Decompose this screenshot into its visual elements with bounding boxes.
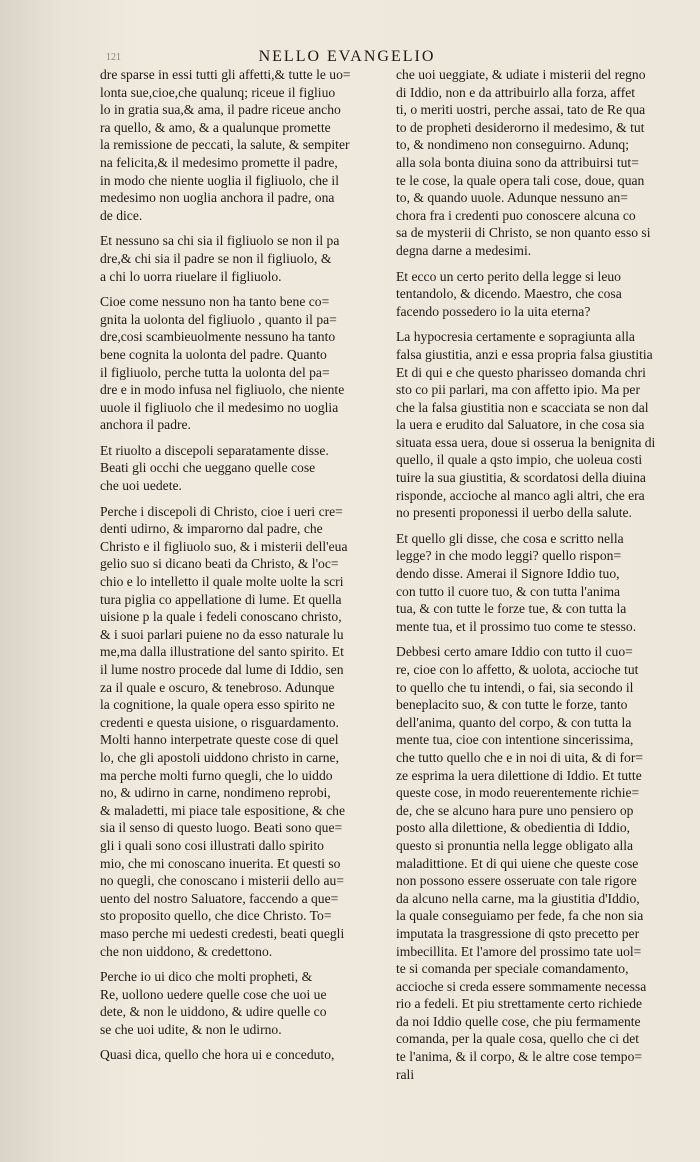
text-line: to, & quando uuole. Adunque nessuno an= [396, 190, 628, 206]
text-line: la uera e erudito dal Saluatore, in che cosa sia [396, 417, 645, 433]
text-columns [100, 66, 682, 1083]
text-line: Perche io ui dico che molti propheti, & [100, 969, 313, 985]
text-line: za il quale e oscuro, & tenebroso. Adunque [100, 679, 335, 695]
text-line: mio, che mi conoscano inuerita. Et questi so [100, 855, 341, 871]
text-line: lonta sue,cioe,che qualunq; riceue il figliuo [100, 84, 336, 100]
text-line: no quegli, che conoscano i misterii dello au= [100, 873, 344, 889]
paragraph [100, 968, 384, 1038]
paragraph [396, 66, 680, 260]
text-line: falsa giustitia, anzi e essa propria falsa giustitia [396, 346, 653, 362]
text-line: ze esprima la uera dilettione di Iddio. Et tutte [396, 767, 642, 783]
text-line: facendo possedero io la uita eterna? [396, 303, 591, 319]
text-line: imputata la trasgressione di qsto precetto per [396, 925, 640, 941]
text-line: dre,& chi sia il padre se non il figliuolo, & [100, 250, 332, 266]
text-line: non possono essere osseruate con tale rigore [396, 873, 637, 889]
paragraph [100, 1046, 384, 1064]
text-line: me,ma dalla illustratione del santo spirito. Et [100, 644, 344, 660]
text-line: gelio suo si dicano beati da Christo, & l'oc= [100, 556, 339, 572]
text-line: te si comanda per speciale comandamento, [396, 961, 629, 977]
text-line: de dice. [100, 207, 143, 223]
left-column [100, 66, 384, 1083]
right-column [396, 66, 680, 1083]
running-head: NELLO EVANGELIO [258, 48, 436, 65]
text-line: chio e lo intelletto il quale molte uolte la scri [100, 574, 344, 590]
text-line: Cioe come nessuno non ha tanto bene co= [100, 294, 330, 310]
paragraph [396, 328, 680, 522]
text-line: situata essa uera, doue si osserua la benignita di [396, 434, 656, 450]
text-line: di Iddio, non e da attribuirlo alla forza, affet [396, 84, 636, 100]
text-line: to quello che tu intendi, o fai, sia secondo il [396, 679, 634, 695]
text-line: denti udirno, & imparorno dal padre, che [100, 521, 323, 537]
text-line: il figliuolo, perche tutta la uolonta del pa= [100, 364, 330, 380]
text-line: beneplacito suo, & con tutte le forze, tanto [396, 697, 628, 713]
text-line: Molti hanno interpetrate queste cose di quel [100, 732, 339, 748]
text-line: questo si pronuntia nella legge obligato alla [396, 837, 634, 853]
text-line: Et quello gli disse, che cosa e scritto nella [396, 530, 624, 546]
text-line: Et riuolto a discepoli separatamente disse. [100, 442, 329, 458]
text-line: tura piglia co appellatione di lume. Et quella [100, 591, 342, 607]
text-line: Quasi dica, quello che hora ui e conceduto, [100, 1047, 335, 1063]
text-line: medesimo non uoglia anchora il padre, ona [100, 190, 335, 206]
paragraph [100, 293, 384, 434]
text-line: Beati gli occhi che ueggano quelle cose [100, 460, 316, 476]
text-line: maso perche mi uedesti credesti, beati quegli [100, 925, 345, 941]
text-line: no presenti proponessi il uerbo della salute. [396, 505, 632, 521]
page-number: 121 [106, 52, 121, 63]
text-line: quello, il quale a qsto impio, che uoleua costi [396, 452, 643, 468]
text-line: dre e in modo infusa nel figliuolo, che niente [100, 382, 345, 398]
text-line: accioche si creda essere sommamente necessa [396, 978, 647, 994]
text-line: alla sola bonta diuina sono da attribuirsi tut= [396, 154, 639, 170]
text-line: anchora il padre. [100, 417, 191, 433]
text-line: dendo disse. Amerai il Signore Iddio tuo, [396, 566, 620, 582]
text-line: tuire la sua giustitia, & scordatosi della diuina [396, 470, 646, 486]
text-line: se che uoi udite, & non le udirno. [100, 1021, 282, 1037]
text-line: Et nessuno sa chi sia il figliuolo se non il pa [100, 233, 340, 249]
text-line: comanda, per la quale cosa, quello che ci det [396, 1031, 640, 1047]
text-line: Debbesi certo amare Iddio con tutto il cuo= [396, 644, 633, 660]
text-line: Et ecco un certo perito della legge si leuo [396, 268, 621, 284]
text-line: ra quello, & amo, & a qualunque promette [100, 119, 331, 135]
paragraph [396, 643, 680, 1083]
text-line: to, & nondimeno non conseguirno. Adunq; [396, 137, 629, 153]
text-line: da alcuno nella carne, ma la giustitia d'Iddio, [396, 890, 640, 906]
text-line: sto co pii parlari, ma con affetto ipio. Ma per [396, 382, 640, 398]
text-line: rio a fedeli. Et piu strettamente certo richiede [396, 996, 643, 1012]
text-line: gnita la uolonta del figliuolo , quanto il pa= [100, 311, 337, 327]
text-line: che tutto quello che e in noi di uita, & di for= [396, 749, 644, 765]
text-line: posto alla dilettione, & obedientia di Iddio, [396, 820, 631, 836]
text-line: il lume nostro procede dal lume di Iddio, sen [100, 662, 344, 677]
text-line: de, che se alcuno hara pure uno pensiero op [396, 802, 634, 818]
text-line: no, & udirno in carne, nondimeno reprobi, [100, 785, 331, 801]
text-line: che non uiddono, & credettono. [100, 943, 273, 959]
paragraph [100, 503, 384, 960]
text-line: che la falsa giustitia non e scacciata se non dal [396, 399, 649, 415]
text-line: na felicita,& il medesimo promette il padre, [100, 154, 338, 170]
text-line: dete, & non le uiddono, & udire quelle co [100, 1004, 327, 1020]
text-line: rali [396, 1066, 415, 1082]
text-line: risponde, accioche al manco agli altri, che era [396, 487, 645, 503]
text-line: a chi lo uorra riuelare il figliuolo. [100, 268, 282, 284]
text-line: queste cose, in modo reuerentemente richie= [396, 785, 640, 801]
text-line: tua, & con tutte le forze tue, & con tutta la [396, 601, 627, 617]
text-line: mente tua, cioe con intentione sincerissima, [396, 732, 634, 748]
paragraph [396, 268, 680, 321]
text-line: imbecillita. Et l'amore del prossimo tate uol= [396, 943, 642, 959]
text-line: uisione p la quale i fedeli conoscano christo, [100, 609, 342, 625]
text-line: che uoi uedete. [100, 478, 182, 494]
text-line: La hypocresia certamente e sopragiunta alla [396, 329, 635, 345]
text-line: credenti e questa uisione, o risguardamento. [100, 714, 339, 730]
text-line: che uoi ueggiate, & udiate i misterii del regno [396, 67, 646, 82]
text-line: la quale conseguiamo per fede, fa che non sia [396, 908, 644, 924]
paragraph [100, 442, 384, 495]
text-line: dre,cosi scambieuolmente nessuno ha tanto [100, 329, 336, 345]
text-line: bene cognita la uolonta del padre. Quanto [100, 346, 327, 362]
text-line: legge? in che modo leggi? quello rispon= [396, 548, 622, 564]
text-line: da noi Iddio quelle cose, che piu fermamente [396, 1013, 641, 1029]
text-line: ti, o meriti uostri, perche assai, tato de Re qua [396, 102, 646, 118]
text-line: Christo e il figliuolo suo, & i misterii dell'eua [100, 538, 348, 554]
text-line: te l'anima, & il corpo, & le altre cose tempo= [396, 1049, 643, 1065]
text-line: dre sparse in essi tutti gli affetti,& tutte le uo= [100, 67, 351, 82]
text-line: & maladetti, mi piace tale espositione, & che [100, 802, 345, 818]
text-line: uuole il figliuolo che il medesimo no uoglia [100, 399, 339, 415]
text-line: sia il senso di questo luogo. Beati sono que= [100, 820, 343, 836]
text-line: la cognitione, la quale opera esso spirito ne [100, 697, 335, 713]
text-line: Perche i discepoli di Christo, cioe i ueri cre= [100, 503, 343, 519]
text-line: re, cioe con lo affetto, & uolota, accioche tut [396, 662, 639, 677]
text-line: mente tua, et il prossimo tuo come te stesso. [396, 618, 637, 634]
text-line: gli i quali sono cosi illustrati dallo spirito [100, 837, 324, 853]
text-line: ma perche molti furno quegli, che lo uiddo [100, 767, 333, 783]
text-line: maladittione. Et di qui uiene che queste cose [396, 855, 639, 871]
text-line: in modo che niente uoglia il figliuolo, che il [100, 172, 339, 188]
text-line: to de propheti desiderorno il medesimo, & tut [396, 119, 645, 135]
text-line: lo in gratia sua,& ama, il padre riceue ancho [100, 102, 341, 118]
paragraph [100, 66, 384, 224]
text-line: sa de mysterii di Christo, se non quanto esso si [396, 225, 651, 241]
text-line: chora fra i credenti puo conoscere alcuna co [396, 207, 636, 223]
text-line: uento del nostro Saluatore, faccendo a que= [100, 890, 339, 906]
text-line: & i suoi parlari puiene no da esso naturale lu [100, 626, 344, 642]
text-line: te le cose, la quale opera tali cose, doue, quan [396, 172, 645, 188]
text-line: lo, che gli apostoli uiddono christo in carne, [100, 749, 339, 765]
text-line: con tutto il cuore tuo, & con tutta l'anima [396, 583, 621, 599]
text-line: la remissione de peccati, la salute, & sempiter [100, 137, 350, 153]
text-line: tentandolo, & dicendo. Maestro, che cosa [396, 286, 622, 302]
text-line: Et di qui e che questo pharisseo domanda chri [396, 364, 646, 380]
text-line: sto proposito quello, che dice Christo. To= [100, 908, 332, 924]
paragraph [100, 232, 384, 285]
text-line: Re, uollono uedere quelle cose che uoi ue [100, 986, 327, 1002]
text-line: dell'anima, quanto del corpo, & con tutta la [396, 714, 632, 730]
text-line: degna darne a medesimi. [396, 242, 532, 258]
paragraph [396, 530, 680, 636]
